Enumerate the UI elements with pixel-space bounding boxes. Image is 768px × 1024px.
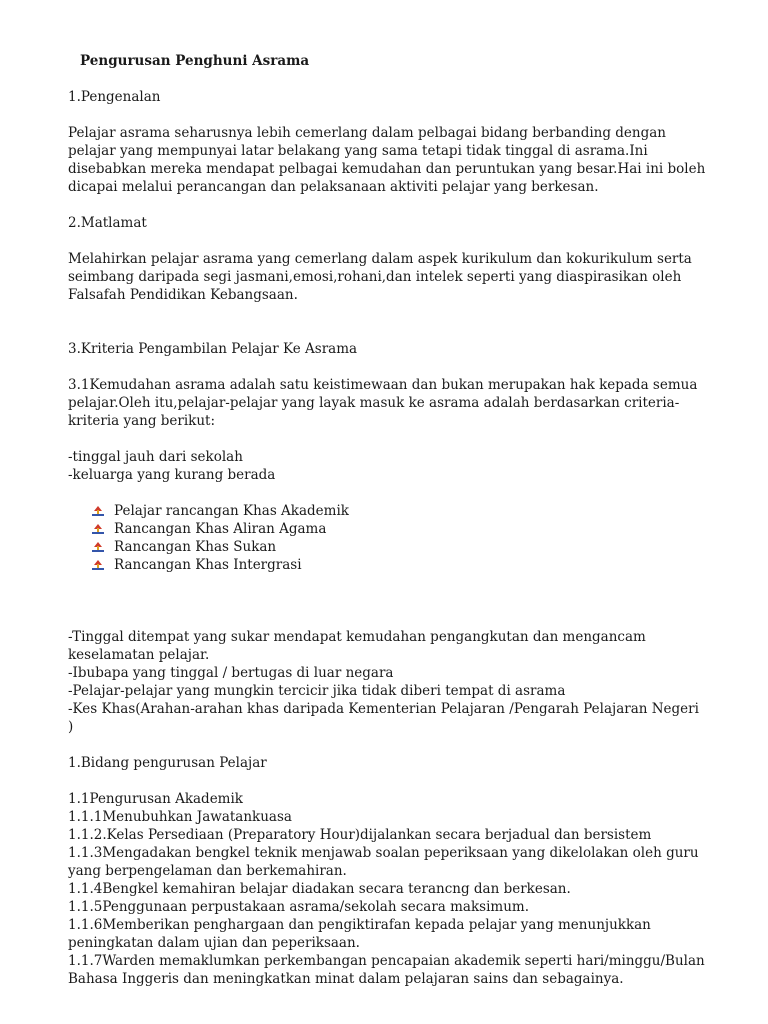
academic-item: 1.1.7Warden memaklumkan perkembangan pencapaian akademik seperti hari/minggu/Bulan Bahasa Inggeris dan meningkatkan minat dalam pelajaran sains dan sebagainya. [68,953,705,987]
academic-list [68,790,708,988]
bullet-text: Rancangan Khas Intergrasi [114,557,302,573]
criteria-item: -Tinggal ditempat yang sukar mendapat kemudahan pengangkutan dan mengancam keselamatan pelajar. [68,629,646,663]
criteria-list-a [68,448,708,484]
criteria-item: -Pelajar-pelajar yang mungkin tercicir jika tidak diberi tempat di asrama [68,683,566,699]
academic-item: 1.1.6Memberikan penghargaan dan pengiktirafan kepada pelajar yang menunjukkan peningkatan dalam ujian dan peperiksaan. [68,917,651,951]
rancangan-bullet-list [68,502,708,574]
arrow-bullet-icon [90,541,106,553]
academic-item: 1.1.3Mengadakan bengkel teknik menjawab soalan peperiksaan yang dikelolakan oleh guru yang berpengelaman dan berkemahiran. [68,845,699,879]
arrow-bullet-icon [90,505,106,517]
academic-item: 1.1.5Penggunaan perpustakaan asrama/sekolah secara maksimum. [68,899,529,915]
document-title: Pengurusan Penghuni Asrama [80,53,310,69]
criteria-item: -Ibubapa yang tinggal / bertugas di luar negara [68,665,394,681]
paragraph-kriteria-intro: 3.1Kemudahan asrama adalah satu keistimewaan dan bukan merupakan hak kepada semua pelajar.Oleh itu,pelajar-pelajar yang layak masuk ke asrama adalah berdasarkan criteria-kriteria yang berikut: [68,377,698,429]
bullet-item [90,520,708,538]
bullet-text: Pelajar rancangan Khas Akademik [114,503,349,519]
criteria-item: -keluarga yang kurang berada [68,467,276,483]
academic-item: 1.1.2.Kelas Persediaan (Preparatory Hour)dijalankan secara berjadual dan bersistem [68,827,652,843]
paragraph-matlamat: Melahirkan pelajar asrama yang cemerlang dalam aspek kurikulum dan kokurikulum serta seimbang daripada segi jasmani,emosi,rohani,dan intelek seperti yang diaspirasikan oleh Falsafah Pendidikan Kebangsaan. [68,251,692,303]
criteria-item: -Kes Khas(Arahan-arahan khas daripada Kementerian Pelajaran /Pengarah Pelajaran Negeri ) [68,701,699,735]
section-heading-pengenalan: 1.Pengenalan [68,89,161,105]
bullet-item [90,502,708,520]
academic-item: 1.1.1Menubuhkan Jawatankuasa [68,809,292,825]
academic-item: 1.1.4Bengkel kemahiran belajar diadakan secara terancng dan berkesan. [68,881,571,897]
section-heading-kriteria: 3.Kriteria Pengambilan Pelajar Ke Asrama [68,341,358,357]
bullet-item [90,538,708,556]
criteria-list-b [68,628,708,736]
section-heading-bidang: 1.Bidang pengurusan Pelajar [68,755,267,771]
academic-item: 1.1Pengurusan Akademik [68,791,243,807]
bullet-text: Rancangan Khas Aliran Agama [114,521,327,537]
section-heading-matlamat: 2.Matlamat [68,215,147,231]
bullet-text: Rancangan Khas Sukan [114,539,277,555]
criteria-item: -tinggal jauh dari sekolah [68,449,243,465]
document-page [68,52,708,988]
arrow-bullet-icon [90,523,106,535]
arrow-bullet-icon [90,559,106,571]
bullet-item [90,556,708,574]
paragraph-pengenalan: Pelajar asrama seharusnya lebih cemerlang dalam pelbagai bidang berbanding dengan pelajar yang mempunyai latar belakang yang sama tetapi tidak tinggal di asrama.Ini disebabkan mereka mendapat pelbagai kemudahan dan peruntukan yang besar.Hai ini boleh dicapai melalui perancangan dan pelaksanaan aktiviti pelajar yang berkesan. [68,125,706,195]
